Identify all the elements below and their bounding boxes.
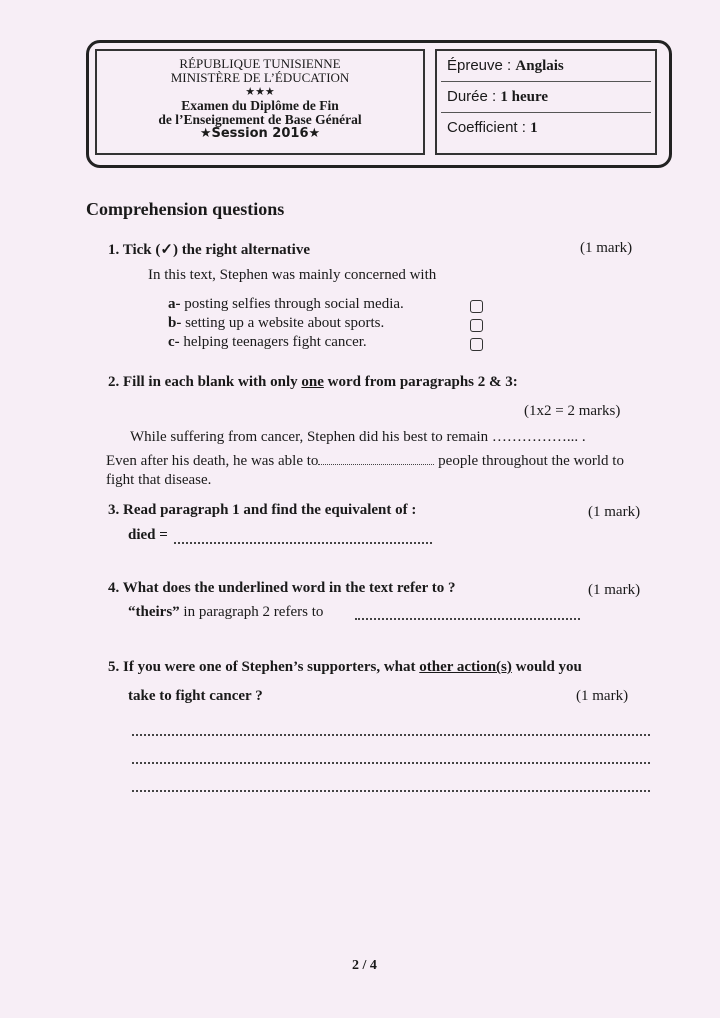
coef-label: Coefficient : xyxy=(447,119,526,136)
q4-prompt: “theirs” in paragraph 2 refers to xyxy=(128,604,324,620)
q3-answer-blank[interactable] xyxy=(174,542,432,544)
page-number: 2 / 4 xyxy=(352,958,377,973)
q4-mark: (1 mark) xyxy=(588,582,641,598)
q4-answer-blank[interactable] xyxy=(355,618,580,620)
exam-line1: Examen du Diplôme de Fin xyxy=(181,98,339,113)
q1-title: 1. Tick (✓) the right alternative xyxy=(108,242,310,258)
q5-answer-line-1[interactable] xyxy=(132,734,650,736)
subject: Anglais xyxy=(515,58,564,74)
ministry: MINISTÈRE DE L’ÉDUCATION xyxy=(170,70,350,85)
section-title: Comprehension questions xyxy=(86,199,285,219)
q2-title: 2. Fill in each blank with only one word from paragraphs 2 & 3: xyxy=(108,374,518,390)
q3-mark: (1 mark) xyxy=(588,504,641,520)
q1-option-b: b- setting up a website about sports. xyxy=(168,315,385,331)
stars: ★★★ xyxy=(245,86,275,98)
checkbox-c[interactable] xyxy=(470,338,483,351)
q5-answer-line-3[interactable] xyxy=(132,790,650,792)
duration-label: Durée : xyxy=(447,88,497,105)
q3-title: 3. Read paragraph 1 and find the equivalent of : xyxy=(108,502,417,518)
q2-line1[interactable]: While suffering from cancer, Stephen did his best to remain ……………... . xyxy=(130,429,586,445)
q5-title-line2: take to fight cancer ? xyxy=(128,688,263,704)
blank-2[interactable] xyxy=(318,464,434,465)
q2-mark: (1x2 = 2 marks) xyxy=(524,403,621,419)
q2-line2: Even after his death, he was able to people throughout the world to xyxy=(106,453,624,469)
republic: RÉPUBLIQUE TUNISIENNE xyxy=(179,56,341,71)
checkbox-b[interactable] xyxy=(470,319,483,332)
q3-answer-label: died = xyxy=(128,527,168,543)
subject-row xyxy=(441,51,651,82)
subject-label: Épreuve : xyxy=(447,57,512,74)
q1-stem: In this text, Stephen was mainly concerned with xyxy=(148,267,437,283)
q5-answer-line-2[interactable] xyxy=(132,762,650,764)
q1-mark: (1 mark) xyxy=(580,240,633,256)
coef: 1 xyxy=(530,120,538,136)
checkbox-a[interactable] xyxy=(470,300,483,313)
q4-title: 4. What does the underlined word in the text refer to ? xyxy=(108,580,456,596)
session: ★Session 2016★ xyxy=(199,126,321,141)
exam-line2: de l’Enseignement de Base Général xyxy=(158,112,362,127)
q2-line3: fight that disease. xyxy=(106,472,212,488)
exam-header xyxy=(86,40,672,168)
institution-box xyxy=(95,49,425,155)
coef-row xyxy=(441,113,651,143)
duration: 1 heure xyxy=(500,89,549,105)
q1-option-c: c- helping teenagers fight cancer. xyxy=(168,334,367,350)
duration-row xyxy=(441,82,651,113)
q5-mark: (1 mark) xyxy=(576,688,629,704)
exam-info-box xyxy=(435,49,657,155)
q1-option-a: a- posting selfies through social media. xyxy=(168,296,404,312)
q5-title: 5. If you were one of Stephen’s supporters, what other action(s) would you xyxy=(108,659,582,675)
